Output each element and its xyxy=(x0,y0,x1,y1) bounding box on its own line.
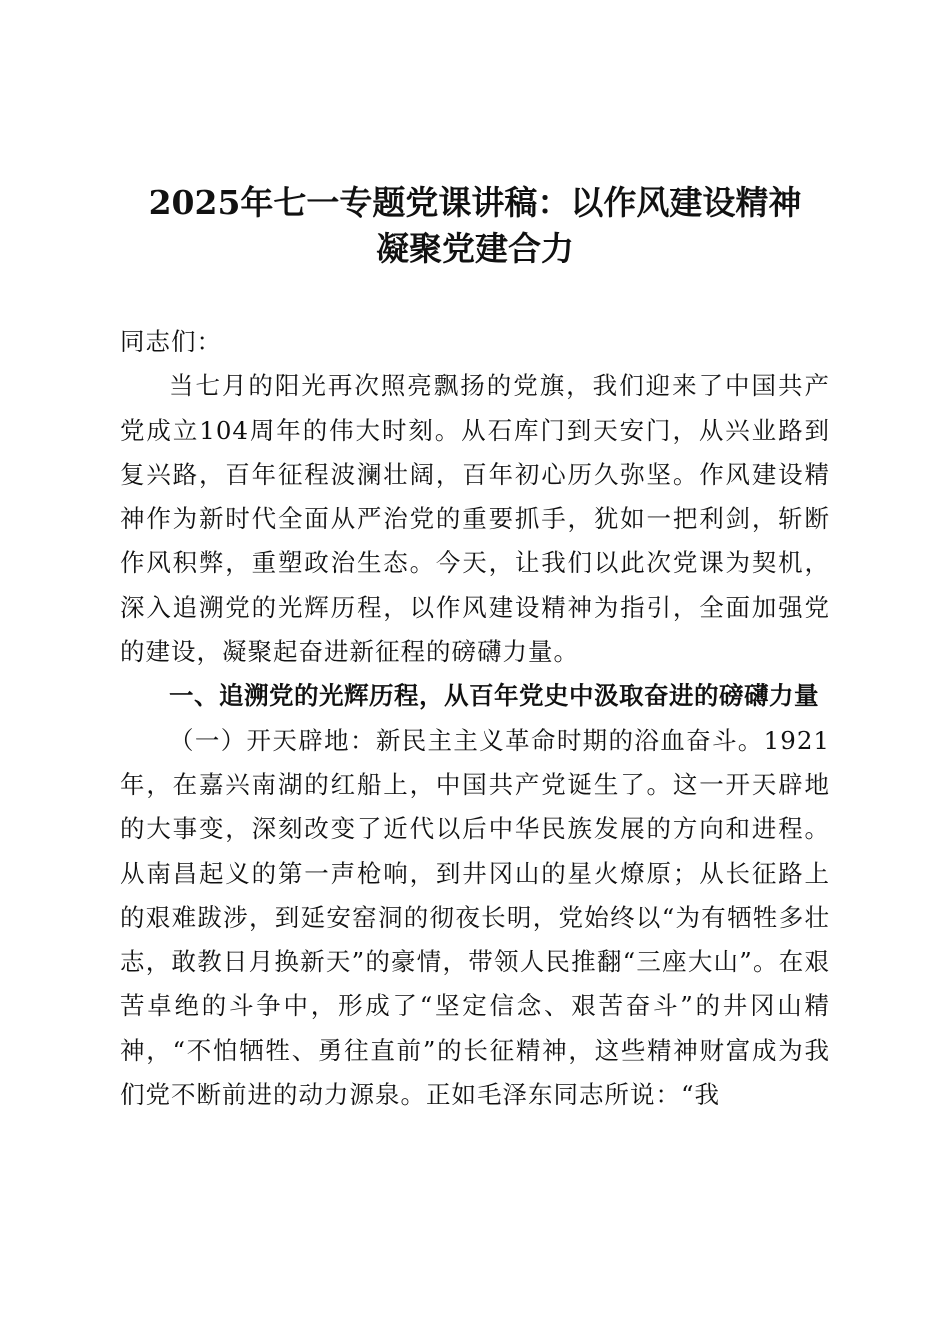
subsection-text: 新民主主义革命时期的浴血奋斗。1921年，在嘉兴南湖的红船上，中国共产党诞生了。这一开天辟地的大事变，深刻改变了近代以后中华民族发展的方向和进程。从南昌起义的第一声枪响，到井冈山的星火燎原；从长征路上的艰难跋涉，到延安窑洞的彻夜长明，党始终以“为有牺牲多壮志，敢教日月换新天”的豪情，带领人民推翻“三座大山”。在艰苦卓绝的斗争中，形成了“坚定信念、艰苦奋斗”的井冈山精神，“不怕牺牲、勇往直前”的长征精神，这些精神财富成为我们党不断前进的动力源泉。正如毛泽东同志所说：“我 xyxy=(120,725,831,1110)
salutation: 同志们： xyxy=(120,327,222,356)
section-heading-1: 一、追溯党的光辉历程，从百年党史中汲取奋进的磅礴力量 xyxy=(169,681,819,711)
title-line-2: 凝聚党建合力 xyxy=(376,229,574,268)
title-line-1: 2025年七一专题党课讲稿：以作风建设精神 xyxy=(148,183,802,222)
subsection-label: （一）开天辟地： xyxy=(169,725,376,755)
intro-paragraph: 当七月的阳光再次照亮飘扬的党旗，我们迎来了中国共产党成立104周年的伟大时刻。从石库门到天安门，从兴业路到复兴路，百年征程波澜壮阔，百年初心历久弥坚。作风建设精神作为新时代全面从严治党的重要抓手，犹如一把利剑，斩断作风积弊，重塑政治生态。今天，让我们以此次党课为契机，深入追溯党的光辉历程，以作风建设精神为指引，全面加强党的建设，凝聚起奋进新征程的磅礴力量。 xyxy=(120,371,830,667)
document-body xyxy=(120,320,830,1117)
document-title xyxy=(100,180,850,272)
subsection-paragraph-1 xyxy=(120,719,830,1118)
